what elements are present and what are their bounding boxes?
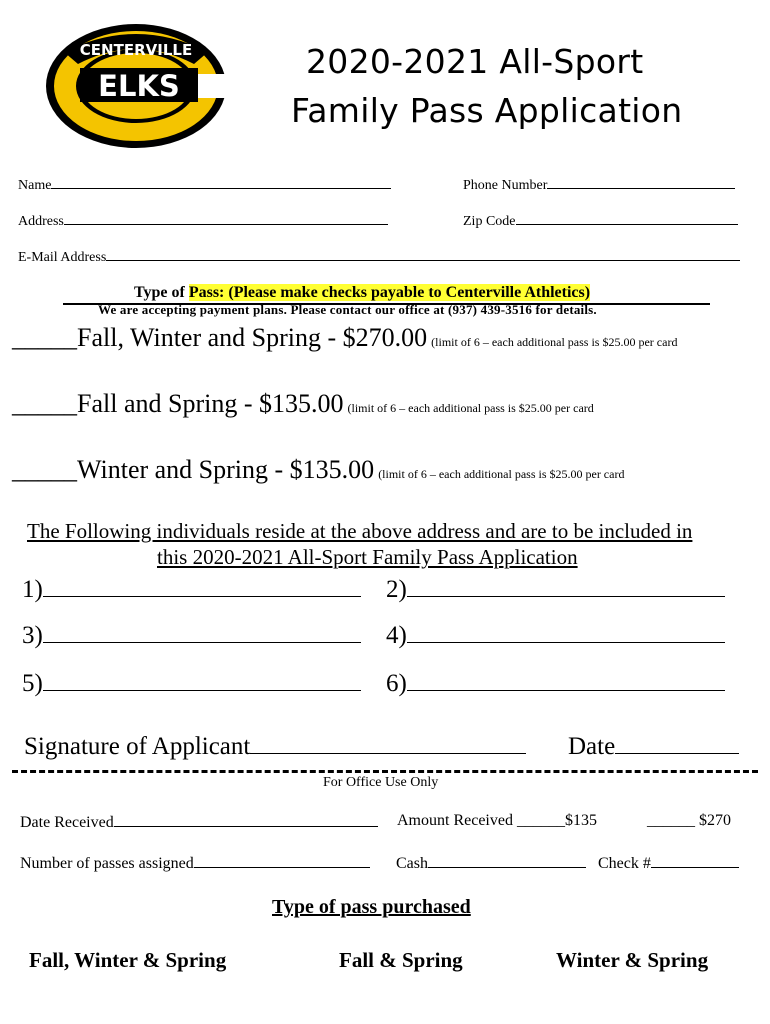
date-received-label: Date Received (20, 814, 114, 831)
slot-number: 6) (386, 670, 407, 697)
type-fall-winter-spring[interactable]: Fall, Winter & Spring (29, 948, 227, 972)
passes-assigned-field[interactable] (20, 853, 370, 873)
check-label: Check # (598, 855, 651, 872)
option-blank[interactable]: _____ (12, 389, 77, 418)
cash-field[interactable] (396, 853, 586, 873)
amount-135-blank[interactable]: ______ (516, 812, 565, 829)
office-divider (12, 770, 758, 773)
passes-assigned-label: Number of passes assigned (20, 855, 194, 872)
option-blank[interactable]: _____ (12, 455, 77, 484)
individual-slot-2[interactable] (386, 576, 725, 604)
payment-plans-note: We are accepting payment plans. Please contact our office at (937) 439-3516 for details. (98, 302, 597, 317)
cash-label: Cash (396, 855, 428, 872)
name-field[interactable] (18, 175, 391, 194)
address-label: Address (18, 214, 64, 229)
amount-270-blank[interactable]: ______ (647, 812, 695, 829)
type-purchased-heading: Type of pass purchased (272, 896, 471, 918)
signature-field[interactable] (24, 733, 526, 761)
option-blank[interactable]: _____ (12, 323, 77, 352)
address-field[interactable] (18, 211, 388, 230)
date-field[interactable] (568, 733, 739, 761)
slot-number: 5) (22, 670, 43, 697)
option-limit: (limit of 6 – each additional pass is $25.00 per card (347, 401, 594, 415)
individual-slot-6[interactable] (386, 670, 725, 698)
slot-number: 4) (386, 622, 407, 649)
date-label: Date (568, 733, 616, 760)
zip-field[interactable] (463, 211, 738, 230)
individuals-heading-2: this 2020-2021 All-Sport Family Pass Application (157, 545, 578, 569)
check-field[interactable] (598, 853, 739, 873)
zip-label: Zip Code (463, 214, 516, 229)
option-fall-winter-spring[interactable] (12, 323, 677, 353)
amount-received-field[interactable] (397, 812, 597, 830)
centerville-elks-logo (44, 22, 229, 150)
pass-type-heading (134, 284, 590, 302)
title-line-2: Family Pass Application (291, 91, 683, 130)
slot-number: 3) (22, 622, 43, 649)
date-received-field[interactable] (20, 812, 378, 832)
option-label: Fall and Spring - $135.00 (77, 389, 344, 418)
pass-type-label: Type of (134, 284, 189, 301)
type-winter-spring[interactable]: Winter & Spring (556, 948, 709, 972)
slot-number: 2) (386, 576, 407, 603)
logo-main-text: ELKS (98, 69, 180, 103)
phone-field[interactable] (463, 175, 735, 194)
signature-label: Signature of Applicant (24, 733, 251, 760)
individual-slot-1[interactable] (22, 576, 361, 604)
email-field[interactable] (18, 247, 740, 266)
email-label: E-Mail Address (18, 250, 107, 265)
name-label: Name (18, 178, 52, 193)
individual-slot-3[interactable] (22, 622, 361, 650)
individual-slot-4[interactable] (386, 622, 725, 650)
amount-received-label: Amount Received (397, 812, 513, 829)
amount-270-field[interactable] (647, 812, 731, 830)
option-limit: (limit of 6 – each additional pass is $25.00 per card (378, 467, 625, 481)
office-heading: For Office Use Only (323, 775, 439, 790)
slot-number: 1) (22, 576, 43, 603)
title-line-1: 2020-2021 All-Sport (306, 42, 644, 81)
option-limit: (limit of 6 – each additional pass is $25.00 per card (431, 335, 678, 349)
option-label: Fall, Winter and Spring - $270.00 (77, 323, 428, 352)
type-fall-spring[interactable]: Fall & Spring (339, 948, 463, 972)
logo-top-text: CENTERVILLE (79, 41, 193, 59)
amount-135: $135 (564, 812, 597, 829)
option-winter-spring[interactable] (12, 455, 624, 485)
option-fall-spring[interactable] (12, 389, 594, 419)
individuals-heading-1: The Following individuals reside at the above address and are to be included in (27, 519, 693, 543)
phone-label: Phone Number (463, 178, 548, 193)
pass-type-highlight: Pass: (Please make checks payable to Centerville Athletics) (188, 284, 591, 301)
individual-slot-5[interactable] (22, 670, 361, 698)
option-label: Winter and Spring - $135.00 (77, 455, 375, 484)
amount-270: $270 (699, 812, 731, 829)
